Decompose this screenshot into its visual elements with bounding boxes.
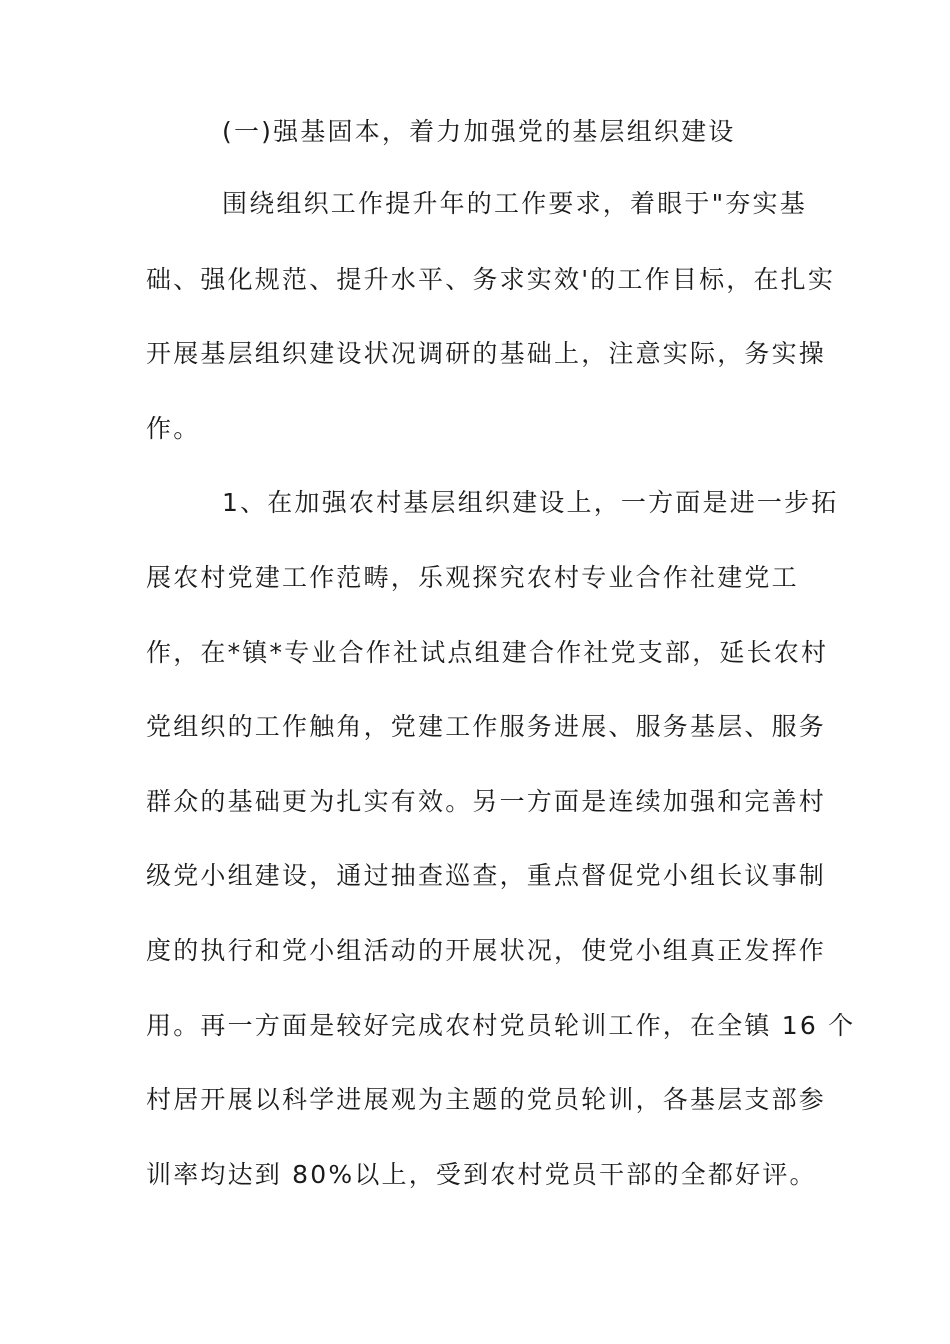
paragraph-2-line-8: 用。再一方面是较好完成农村党员轮训工作，在全镇 16 个 bbox=[146, 1011, 856, 1040]
paragraph-2-line-10: 训率均达到 80%以上，受到农村党员干部的全都好评。 bbox=[146, 1160, 817, 1189]
section-heading: (一)强基固本，着力加强党的基层组织建设 bbox=[222, 117, 736, 146]
paragraph-1-line-2: 础、强化规范、提升水平、务求实效'的工作目标，在扎实 bbox=[146, 265, 836, 294]
paragraph-2-line-3: 作，在*镇*专业合作社试点组建合作社党支部，延长农村 bbox=[146, 638, 829, 667]
paragraph-2-line-6: 级党小组建设，通过抽查巡查，重点督促党小组长议事制 bbox=[146, 861, 827, 890]
paragraph-2-line-7: 度的执行和党小组活动的开展状况，使党小组真正发挥作 bbox=[146, 936, 827, 965]
paragraph-2-line-1: 1、在加强农村基层组织建设上，一方面是进一步拓 bbox=[222, 488, 839, 517]
paragraph-1-line-4: 作。 bbox=[146, 414, 201, 443]
paragraph-1-line-1: 围绕组织工作提升年的工作要求，着眼于"夯实基 bbox=[222, 189, 807, 218]
paragraph-2-line-9: 村居开展以科学进展观为主题的党员轮训，各基层支部参 bbox=[146, 1085, 827, 1114]
paragraph-2-line-5: 群众的基础更为扎实有效。另一方面是连续加强和完善村 bbox=[146, 787, 827, 816]
paragraph-1-line-3: 开展基层组织建设状况调研的基础上，注意实际，务实操 bbox=[146, 339, 827, 368]
paragraph-2-line-4: 党组织的工作触角，党建工作服务进展、服务基层、服务 bbox=[146, 712, 827, 741]
paragraph-2-line-2: 展农村党建工作范畴，乐观探究农村专业合作社建党工 bbox=[146, 563, 799, 592]
